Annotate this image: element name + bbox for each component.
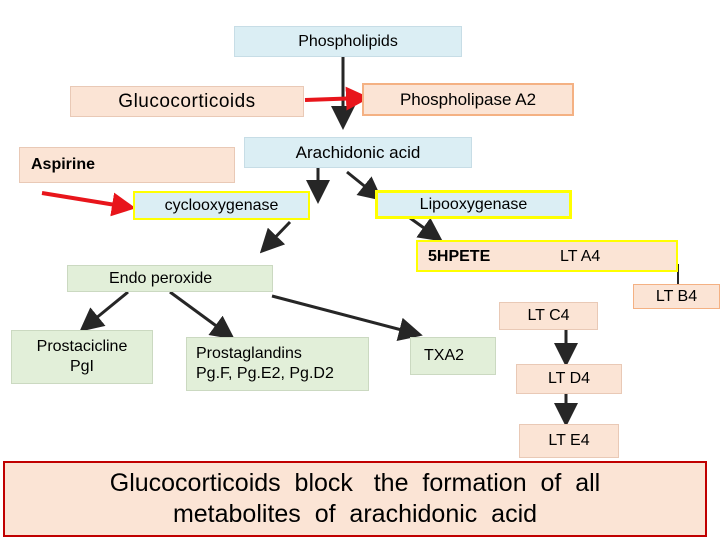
txa2-box: TXA2 <box>410 337 496 375</box>
arrow-lipooxygenase-to-5hpete <box>410 218 438 238</box>
pgi-label: PgI <box>69 358 94 375</box>
arrow-endoperoxide-to-txa2 <box>272 296 417 334</box>
ltc4-box: LT C4 <box>499 302 598 330</box>
prostaglandins-box <box>186 337 369 391</box>
arrow-endoperoxide-to-prostaglandins <box>170 292 230 336</box>
prostacicline-box <box>11 330 153 384</box>
leukotriene-group-box <box>416 240 678 272</box>
lte4-box: LT E4 <box>519 424 619 458</box>
prostaglandin-types-label: Pg.F, Pg.E2, Pg.D2 <box>196 365 334 382</box>
conclusion-line-2: metabolites of arachidonic acid <box>172 500 538 528</box>
inhibit-glucocorticoids-arrow <box>305 98 362 100</box>
inhibit-aspirine-arrow <box>42 193 128 207</box>
arachidonic-acid-box: Arachidonic acid <box>244 137 472 168</box>
arrow-cyclooxygenase-to-endoperoxide <box>264 222 290 249</box>
lipooxygenase-box: Lipooxygenase <box>375 190 572 219</box>
ltb4-box: LT B4 <box>633 284 720 309</box>
lta4-label: LT A4 <box>560 248 601 265</box>
glucocorticoids-box: Glucocorticoids <box>70 86 304 117</box>
arrow-arachidonic-to-lipooxygenase <box>347 172 378 197</box>
conclusion-line-1: Glucocorticoids block the formation of all <box>109 469 601 497</box>
cyclooxygenase-box: cyclooxygenase <box>133 191 310 220</box>
prostacicline-label: Prostacicline <box>36 338 128 355</box>
phospholipids-box: Phospholipids <box>234 26 462 57</box>
prostaglandins-label: Prostaglandins <box>196 345 302 362</box>
phospholipase-box: Phospholipase A2 <box>362 83 574 116</box>
endoperoxide-box: Endo peroxide <box>67 265 273 292</box>
ltd4-box: LT D4 <box>516 364 622 394</box>
conclusion-box <box>3 461 707 537</box>
5hpete-label: 5HPETE <box>428 248 491 265</box>
arrow-endoperoxide-to-prostacicline <box>84 292 128 328</box>
aspirine-box: Aspirine <box>19 147 235 183</box>
